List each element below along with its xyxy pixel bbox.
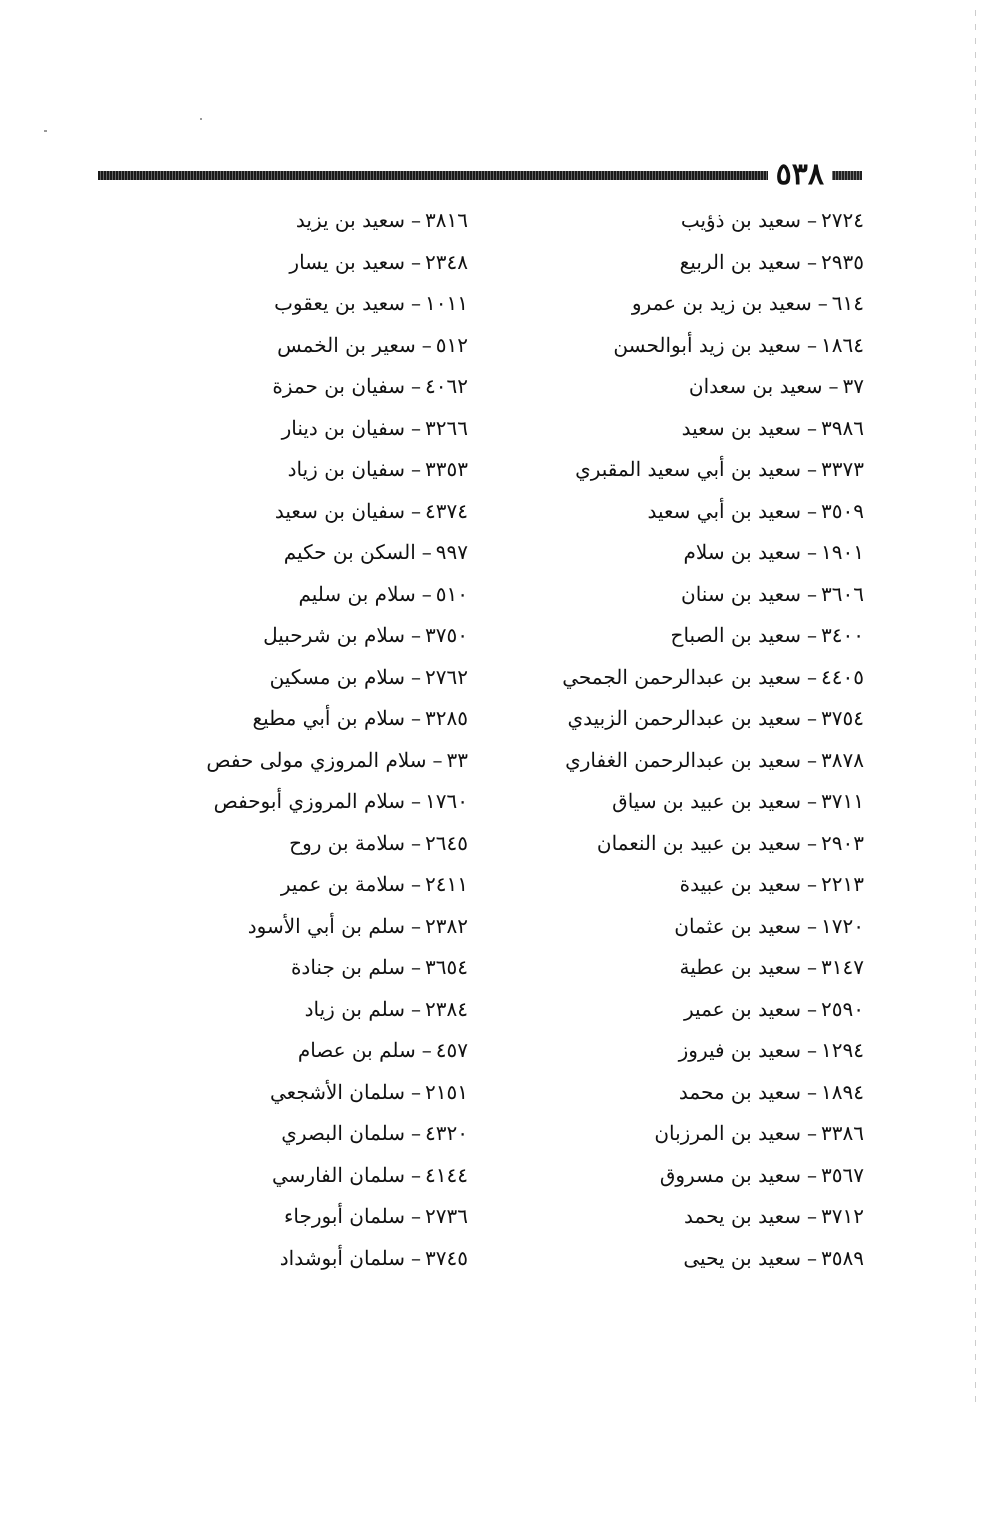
entry-number: ١٧٢٠ [821,913,864,938]
entry-number: ٣٢٦٦ [425,415,468,440]
entry-dash: – [411,789,422,813]
page-number: ٥٣٨ [768,158,832,192]
entry-dash: – [411,872,422,896]
entry-dash: – [421,581,432,606]
entry-dash: – [411,374,422,398]
entry-number: ٤٤٠٥ [821,664,864,689]
index-entry [544,1238,864,1280]
index-entry [544,1072,864,1114]
entry-name: سلم بن زياد [304,996,406,1021]
entry-dash: – [421,540,432,564]
entry-dash: – [807,457,818,481]
index-entry [168,864,468,906]
entry-number: ٢٩٣٥ [821,249,864,274]
index-entry [168,1196,468,1238]
entry-number: ٢٦٤٥ [425,830,468,855]
entry-number: ٢٣٤٨ [425,249,468,274]
entry-dash: – [411,1204,422,1228]
entry-dash: – [807,1079,818,1104]
entry-dash: – [807,249,818,274]
entry-number: ٣٣٧٣ [821,457,864,481]
entry-number: ٢٧٢٤ [821,208,864,232]
entry-dash: – [807,747,818,772]
index-entry [168,532,468,574]
entry-name: سفيان بن زياد [287,457,406,481]
entry-name: سلم بن عصام [297,1038,416,1062]
entry-number: ٢٥٩٠ [821,996,864,1021]
entry-dash: – [807,789,818,813]
entry-dash: – [411,955,422,979]
index-entry [544,657,864,699]
entry-dash: – [807,415,818,440]
entry-name: سعيد بن يعقوب [274,291,406,315]
entry-name: سعيد بن ذؤيب [680,208,802,232]
entry-number: ٤٥٧ [435,1038,468,1062]
entry-dash: – [817,291,828,315]
entry-number: ٣٨١٦ [425,208,468,232]
entry-name: سعيد بن عطية [679,955,802,979]
entry-name: سعيد بن الصباح [670,623,802,647]
entry-dash: – [807,540,818,564]
entry-number: ٤٠٦٢ [425,374,468,398]
entry-dash: – [411,664,422,689]
index-entry [544,989,864,1031]
entry-dash: – [807,996,818,1021]
entry-number: ١٩٠١ [821,540,864,564]
entry-number: ٣٩٨٦ [821,415,864,440]
index-entry [544,1155,864,1197]
entry-number: ١٢٩٤ [821,1038,864,1062]
index-entry [168,1238,468,1280]
index-entry [168,449,468,491]
entry-dash: – [411,913,422,938]
entry-number: ٤٣٧٤ [425,498,468,523]
entry-number: ٣٧٥٠ [425,623,468,647]
entry-number: ١٨٦٤ [821,332,864,357]
entry-name: سعيد بن عمير [684,996,802,1021]
entry-number: ٢٤١١ [425,872,468,896]
entry-dash: – [411,1162,422,1187]
entry-number: ٣١٤٧ [821,955,864,979]
entry-dash: – [807,623,818,647]
entry-name: سلم بن جنادة [290,955,406,979]
entry-name: سعيد بن عبدالرحمن الجمحي [562,664,802,689]
index-entry [544,574,864,616]
entry-number: ٤٣٢٠ [425,1121,468,1145]
index-entry [168,823,468,865]
entry-name: سلام بن أبي مطيع [252,706,406,730]
entry-dash: – [807,1245,818,1270]
index-entry [544,1196,864,1238]
index-entry [168,574,468,616]
entry-name: سعيد بن عبيد بن سياق [612,789,802,813]
index-entry [544,283,864,325]
index-entry [168,657,468,699]
index-entry [544,449,864,491]
entry-dash: – [807,955,818,979]
index-entry [544,200,864,242]
index-entry [544,242,864,284]
index-entry [544,1030,864,1072]
entry-name: سلام المروزي أبوحفص [213,789,406,813]
index-entry [168,1072,468,1114]
entry-dash: – [411,1079,422,1104]
index-column-right [544,200,864,1279]
entry-dash: – [411,498,422,523]
index-entry [544,781,864,823]
index-entry [168,615,468,657]
index-entry [544,906,864,948]
index-entry [544,532,864,574]
entry-dash: – [807,706,818,730]
entry-name: سعيد بن أبي سعيد [647,498,802,523]
entry-name: سعيد بن أبي سعيد المقبري [575,457,802,481]
entry-number: ٣٥٠٩ [821,498,864,523]
entry-name: سعيد بن الربيع [679,249,802,274]
page-header [98,158,862,194]
entry-number: ٣٣ [446,747,468,772]
index-entry [544,947,864,989]
entry-number: ٥١٠ [435,581,468,606]
entry-name: سلام بن مسكين [269,664,406,689]
entry-name: سعيد بن فيروز [678,1038,802,1062]
header-rule-left [98,171,778,180]
entry-dash: – [421,1038,432,1062]
entry-number: ٢٢١٣ [821,872,864,896]
index-entry [168,200,468,242]
entry-number: ٣٣٨٦ [821,1121,864,1145]
entry-name: سفيان بن سعيد [274,498,406,523]
scan-speck [44,130,47,132]
entry-name: سعيد بن سنان [681,581,802,606]
entry-dash: – [411,623,422,647]
entry-number: ٣٥٨٩ [821,1245,864,1270]
entry-number: ٤١٤٤ [425,1162,468,1187]
index-entry [168,408,468,450]
entry-name: سلامة بن عمير [280,872,406,896]
entry-dash: – [807,581,818,606]
entry-number: ٣٦٠٦ [821,581,864,606]
entry-number: ٢٧٦٢ [425,664,468,689]
entry-name: سعيد بن عبيدة [679,872,802,896]
entry-number: ٣٧ [842,374,864,398]
header-rule-right [830,171,862,180]
entry-name: سفيان بن دينار [281,415,406,440]
index-entry [168,1030,468,1072]
entry-name: سعيد بن زيد بن عمرو [631,291,812,315]
index-entry [544,823,864,865]
entry-name: سعير بن الخمس [277,332,416,357]
entry-number: ٥١٢ [435,332,468,357]
entry-dash: – [411,415,422,440]
entry-dash: – [411,291,422,315]
entry-number: ٣٣٥٣ [425,457,468,481]
entry-dash: – [807,913,818,938]
entry-name: سلمان أبورجاء [283,1204,406,1228]
index-entry [544,408,864,450]
entry-dash: – [411,1121,422,1145]
entry-dash: – [411,1245,422,1270]
entry-name: سعيد بن يحمد [684,1204,802,1228]
entry-number: ٣٥٦٧ [821,1162,864,1187]
entry-name: سعيد بن يسار [289,249,406,274]
entry-dash: – [411,996,422,1021]
index-entry [168,283,468,325]
index-entry [544,366,864,408]
entry-name: سعيد بن يحيى [683,1245,802,1270]
entry-number: ٣٤٠٠ [821,623,864,647]
entry-dash: – [828,374,839,398]
entry-dash: – [807,664,818,689]
index-entry [544,325,864,367]
entry-number: ١٨٩٤ [821,1079,864,1104]
entry-name: سعيد بن سعدان [688,374,823,398]
entry-dash: – [807,830,818,855]
entry-dash: – [411,830,422,855]
entry-name: سعيد بن زيد أبوالحسن [613,332,802,357]
entry-number: ٣٦٥٤ [425,955,468,979]
entry-name: سعيد بن محمد [678,1079,802,1104]
entry-number: ١٠١١ [425,291,468,315]
entry-dash: – [411,249,422,274]
entry-dash: – [421,332,432,357]
entry-name: سلمان الأشجعي [270,1079,406,1104]
entry-number: ٣٢٨٥ [425,706,468,730]
index-entry [168,698,468,740]
entry-number: ٣٨٧٨ [821,747,864,772]
index-entry [168,781,468,823]
index-entry [168,242,468,284]
entry-name: سعيد بن سلام [683,540,802,564]
index-entry [168,366,468,408]
entry-number: ٣٧٥٤ [821,706,864,730]
scan-speck [200,118,202,120]
entry-number: ٩٩٧ [435,540,468,564]
entry-dash: – [807,1121,818,1145]
entry-number: ٢٣٨٢ [425,913,468,938]
index-column-left [168,200,468,1279]
index-entry [168,989,468,1031]
index-entry [168,325,468,367]
index-entry [544,491,864,533]
entry-name: سلامة بن روح [289,830,406,855]
entry-name: سعيد بن عبدالرحمن الغفاري [565,747,802,772]
entry-dash: – [807,1038,818,1062]
entry-dash: – [807,1204,818,1228]
entry-name: سلمان البصري [281,1121,406,1145]
index-entry [168,1155,468,1197]
index-entry [168,906,468,948]
entry-name: سلام المروزي مولى حفص [206,747,427,772]
entry-dash: – [411,208,422,232]
scan-edge-line [975,10,976,1410]
entry-dash: – [411,457,422,481]
entry-dash: – [411,706,422,730]
entry-name: سعيد بن عبدالرحمن الزبيدي [567,706,802,730]
index-entry [544,1113,864,1155]
entry-dash: – [807,1162,818,1187]
index-entry [168,740,468,782]
entry-number: ٦١٤ [831,291,864,315]
entry-name: سعيد بن يزيد [295,208,406,232]
entry-name: سعيد بن عثمان [674,913,802,938]
entry-name: سعيد بن مسروق [659,1162,802,1187]
index-entry [544,740,864,782]
index-entry [544,615,864,657]
entry-number: ٢٣٨٤ [425,996,468,1021]
index-entry [168,1113,468,1155]
entry-name: سعيد بن سعيد [681,415,802,440]
entry-name: سعيد بن عبيد بن النعمان [596,830,802,855]
entry-number: ٣٧١٢ [821,1204,864,1228]
entry-dash: – [432,747,443,772]
entry-number: ٣٧١١ [821,789,864,813]
entry-name: سلم بن أبي الأسود [247,913,406,938]
index-entry [168,491,468,533]
index-entry [544,698,864,740]
entry-number: ١٧٦٠ [425,789,468,813]
index-entry [544,864,864,906]
entry-name: سلام بن سليم [298,581,416,606]
entry-dash: – [807,498,818,523]
entry-name: سفيان بن حمزة [272,374,406,398]
entry-number: ٢١٥١ [425,1079,468,1104]
entry-number: ٢٩٠٣ [821,830,864,855]
entry-dash: – [807,208,818,232]
entry-name: سلمان الفارسي [272,1162,406,1187]
entry-name: سلام بن شرحبيل [263,623,406,647]
entry-name: السكن بن حكيم [283,540,416,564]
entry-dash: – [807,332,818,357]
entry-name: سلمان أبوشداد [279,1245,406,1270]
entry-dash: – [807,872,818,896]
entry-number: ٣٧٤٥ [425,1245,468,1270]
entry-name: سعيد بن المرزبان [654,1121,802,1145]
entry-number: ٢٧٣٦ [425,1204,468,1228]
index-entry [168,947,468,989]
